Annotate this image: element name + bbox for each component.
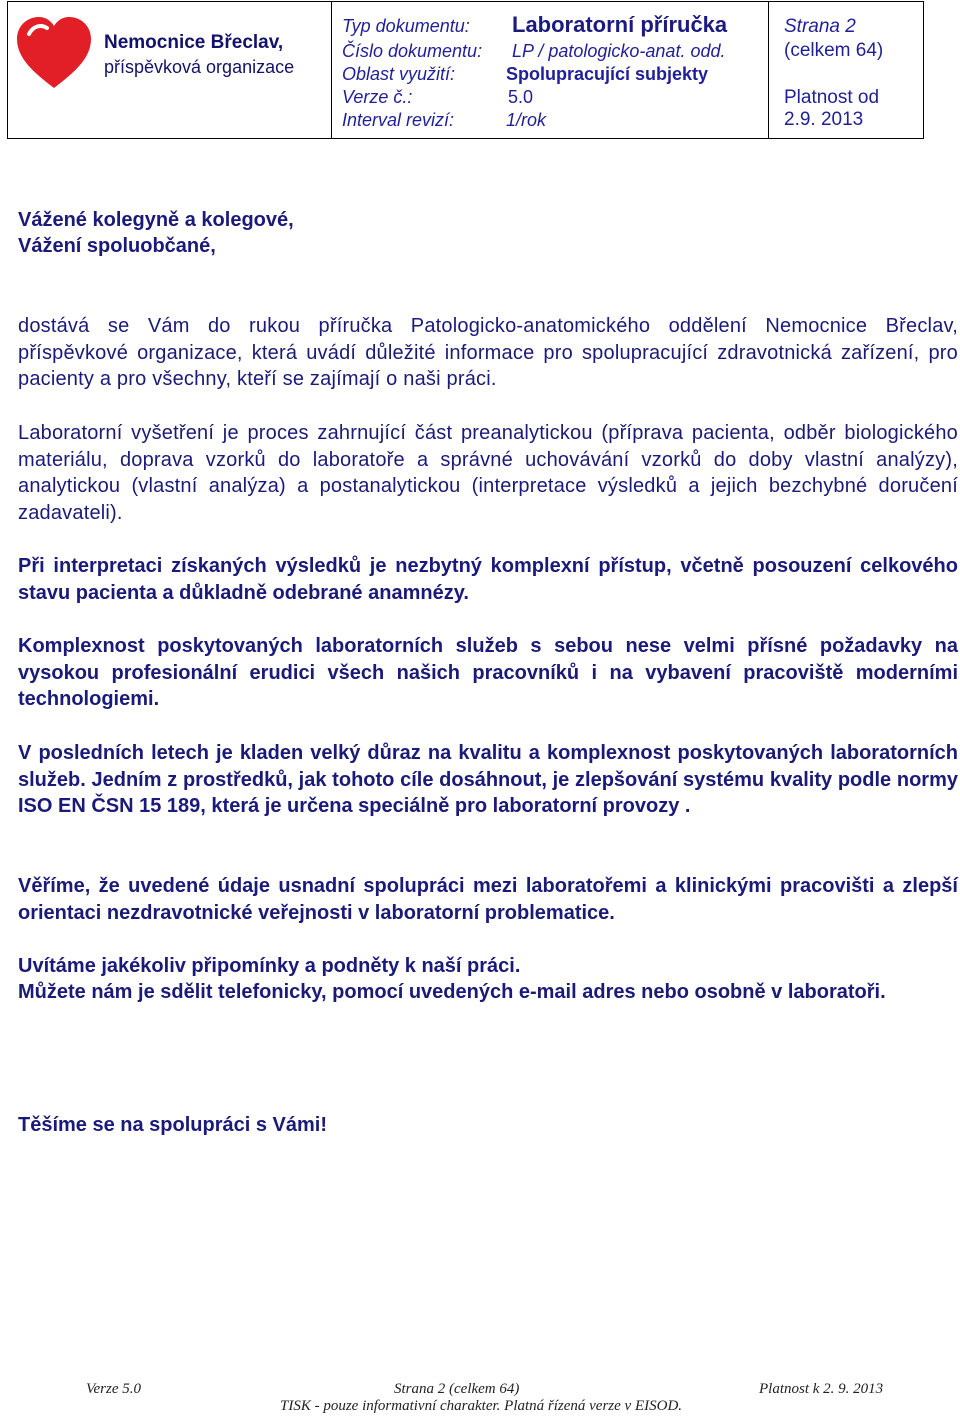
org-type: příspěvková organizace bbox=[104, 57, 295, 77]
quality-paragraph: V posledních letech je kladen velký důraz na kvalitu a komplexnost poskytovaných laboratorních služeb. Jedním z prostředků, jak tohoto cíle dosáhnout, je zlepšování systému kvality podle normy ISO EN ČSN 15 189, která je určena speciálně pro laboratorní provozy . bbox=[18, 742, 958, 817]
validity-date: 2.9. 2013 bbox=[784, 109, 864, 130]
revision-interval-label: Interval revizí: bbox=[342, 110, 455, 130]
belief-paragraph: Věříme, že uvedené údaje usnadní spolupráci mezi laboratořemi a klinickými pracovišti a zlepší orientaci nezdravotnické veřejnosti v laboratorní problematice. bbox=[18, 875, 958, 924]
revision-interval-value: 1/rok bbox=[506, 110, 547, 130]
greeting-colleagues: Vážené kolegyně a kolegové, bbox=[18, 209, 294, 231]
org-name: Nemocnice Břeclav, bbox=[104, 32, 284, 53]
footer-page: Strana 2 (celkem 64) bbox=[394, 1381, 520, 1397]
version-label: Verze č.: bbox=[342, 87, 413, 107]
closing-line: Těšíme se na spolupráci s Vámi! bbox=[18, 1114, 328, 1136]
feedback-line: Uvítáme jakékoliv připomínky a podněty k naší práci. bbox=[18, 955, 521, 977]
footer-print-notice: TISK - pouze informativní charakter. Platná řízená verze v EISOD. bbox=[280, 1398, 683, 1414]
hospital-heart-logo bbox=[13, 12, 95, 94]
footer-validity: Platnost k 2. 9. 2013 bbox=[759, 1381, 884, 1397]
greeting-citizens: Vážení spoluobčané, bbox=[18, 235, 216, 257]
header-page-cell bbox=[769, 2, 923, 138]
version-value: 5.0 bbox=[508, 87, 534, 107]
doc-type-value: Laboratorní příručka bbox=[512, 12, 728, 37]
usage-area-value: Spolupracující subjekty bbox=[506, 64, 709, 84]
doc-type-label: Typ dokumentu: bbox=[342, 16, 470, 36]
page-number: Strana 2 bbox=[784, 16, 856, 37]
usage-area-label: Oblast využití: bbox=[342, 64, 456, 84]
page-total: (celkem 64) bbox=[784, 40, 884, 61]
interpretation-paragraph: Při interpretaci získaných výsledků je nezbytný komplexní přístup, včetně posouzení celkového stavu pacienta a důkladně odebrané anamnézy. bbox=[18, 555, 958, 604]
document-header bbox=[7, 1, 924, 139]
footer-version: Verze 5.0 bbox=[86, 1381, 141, 1397]
lab-process-paragraph: Laboratorní vyšetření je proces zahrnující část preanalytickou (příprava pacienta, odběr biologického materiálu, doprava vzorků do laboratoře a správné uchovávání vzorků do doby vlastní analýzy), analytickou (vlastní analýza) a postanalytickou (interpretace výsledků a jejich bezchybné doručení zadavateli). bbox=[18, 422, 958, 524]
organization-name bbox=[104, 30, 294, 80]
validity-label: Platnost od bbox=[784, 87, 880, 108]
intro-paragraph: dostává se Vám do rukou příručka Patologicko-anatomického oddělení Nemocnice Břeclav, příspěvkové organizace, která uvádí důležité informace pro spolupracující zdravotnická zařízení, pro pacienty a pro všechny, kteří se zajímají o naši práci. bbox=[18, 315, 958, 390]
header-document-info-cell bbox=[332, 2, 769, 138]
complexity-paragraph: Komplexnost poskytovaných laboratorních služeb s sebou nese velmi přísné požadavky na vysokou profesionální erudici všech našich pracovníků i na vybavení pracoviště moderními technologiemi. bbox=[18, 635, 958, 710]
header-organization-cell bbox=[8, 2, 332, 138]
doc-number-value: LP / patologicko-anat. odd. bbox=[512, 41, 726, 61]
doc-number-label: Číslo dokumentu: bbox=[342, 41, 483, 61]
contact-paragraph: Můžete nám je sdělit telefonicky, pomocí uvedených e-mail adres nebo osobně v laboratoři. bbox=[18, 981, 886, 1003]
